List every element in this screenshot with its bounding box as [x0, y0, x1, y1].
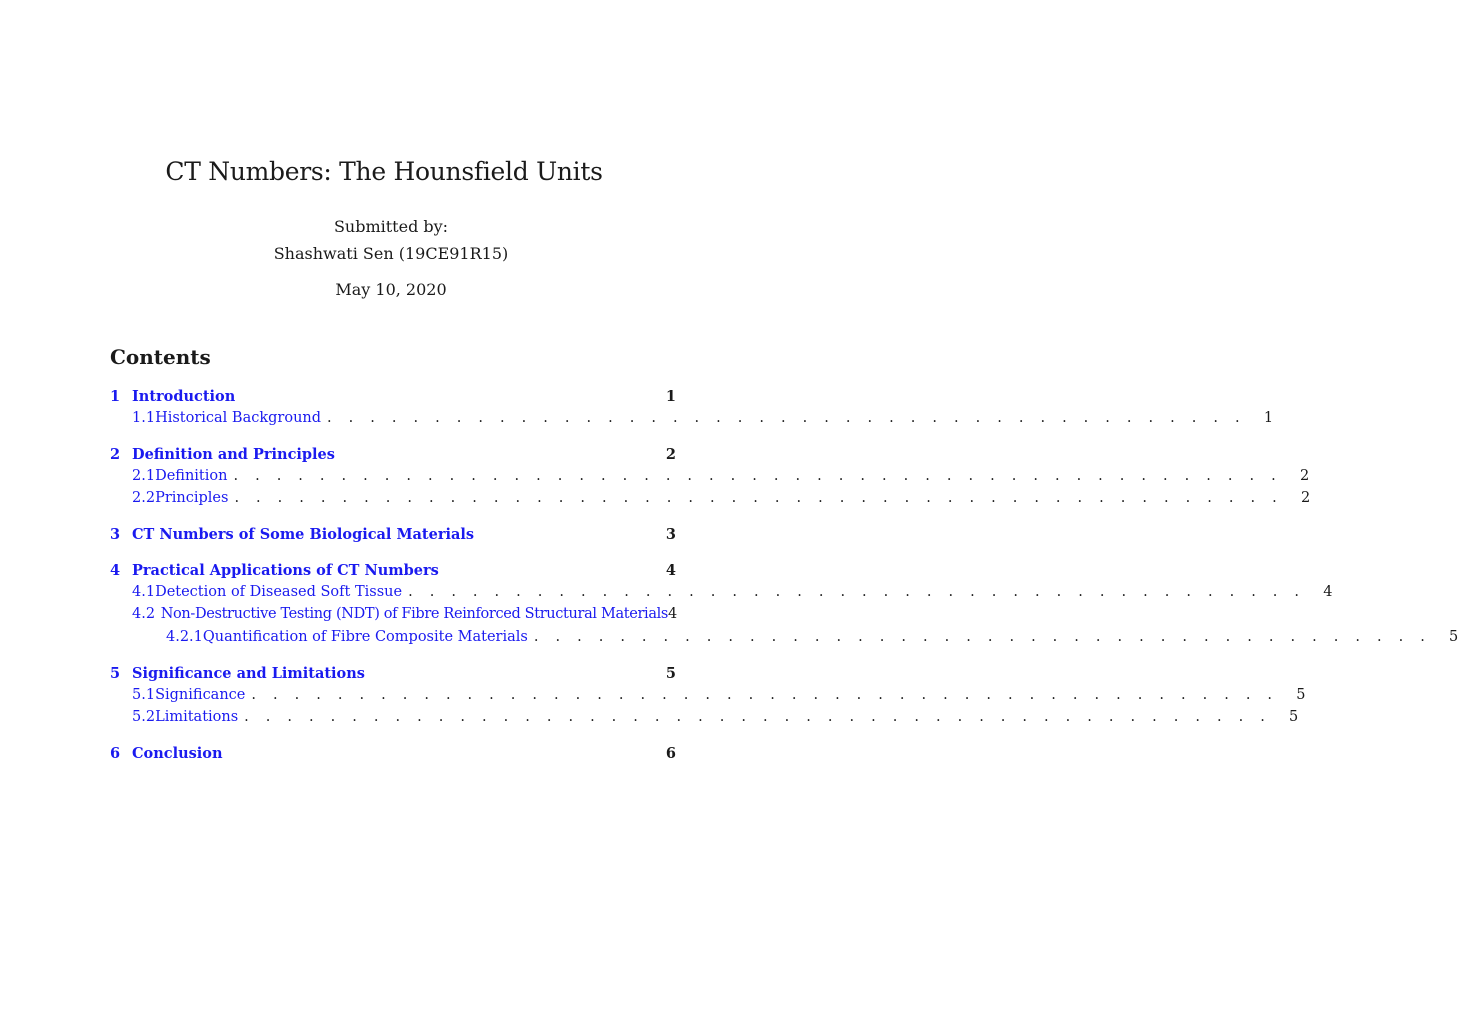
- toc-entry-ct-numbers-biological-materials[interactable]: [110, 526, 676, 546]
- toc-entry-page[interactable]: 1: [665, 388, 676, 405]
- toc-entry-label[interactable]: CT Numbers of Some Biological Materials: [132, 526, 475, 543]
- toc-entry-label[interactable]: Historical Background: [155, 410, 322, 426]
- toc-entry-ndt-fibre-reinforced[interactable]: [110, 606, 676, 626]
- toc-entry-number: 1: [110, 388, 121, 405]
- toc-entry-label[interactable]: Definition and Principles: [132, 446, 335, 463]
- toc-entry-label[interactable]: Quantification of Fibre Composite Materials: [202, 629, 528, 645]
- toc-entry-label[interactable]: Practical Applications of CT Numbers: [132, 562, 439, 579]
- toc-entry-number: 2: [110, 446, 121, 463]
- toc-dot-leader: . . . . . . . . . . . . . . . . . . . . . . . . . . . . . . . . . . . . . . . . . .: [533, 629, 1432, 645]
- contents-heading: Contents: [110, 345, 211, 369]
- submitted-by-label: Submitted by:: [333, 217, 449, 236]
- toc-entry-number: 2.2: [132, 490, 156, 506]
- toc-entry-number: 5: [110, 665, 121, 682]
- toc-entry-page[interactable]: 5: [1449, 629, 1458, 645]
- toc-entry-page[interactable]: 5: [1289, 709, 1299, 725]
- toc-entry-number: 3: [110, 526, 121, 543]
- toc-entry-label[interactable]: Conclusion: [132, 745, 223, 762]
- toc-entry-limitations[interactable]: [110, 709, 1299, 729]
- toc-entry-label[interactable]: Limitations: [155, 709, 239, 725]
- toc-dot-leader: . . . . . . . . . . . . . . . . . . . . . . . . . . . . . . . . . . . . . . . . . . . . . . . .: [244, 709, 1272, 725]
- toc-entry-page[interactable]: 5: [1296, 687, 1306, 703]
- toc-entry-label[interactable]: Principles: [155, 490, 229, 506]
- toc-entry-page[interactable]: 2: [1299, 468, 1310, 484]
- toc-entry-introduction[interactable]: [110, 388, 676, 408]
- toc-entry-number: 5.1: [132, 687, 156, 703]
- toc-dot-leader: . . . . . . . . . . . . . . . . . . . . . . . . . . . . . . . . . . . . . . . . . . . . . . . .: [251, 687, 1279, 703]
- toc-entry-number: 1.1: [132, 410, 156, 426]
- toc-entry-number: 4.2.1: [166, 629, 203, 645]
- toc-entry-page[interactable]: 5: [665, 665, 676, 682]
- toc-entry-page[interactable]: 2: [1300, 490, 1311, 506]
- toc-dot-leader: . . . . . . . . . . . . . . . . . . . . . . . . . . . . . . . . . . . . . . . . . . . . . . . . .: [234, 490, 1283, 506]
- toc-entry-practical-applications[interactable]: [110, 562, 676, 582]
- toc-entry-number: 2.1: [132, 468, 156, 484]
- toc-entry-significance[interactable]: [110, 687, 1306, 707]
- toc-dot-leader: . . . . . . . . . . . . . . . . . . . . . . . . . . . . . . . . . . . . . . . . . .: [408, 584, 1306, 600]
- document-date: May 10, 2020: [335, 280, 447, 299]
- toc-entry-label[interactable]: Non-Destructive Testing (NDT) of Fibre Reinforced Structural Materials: [160, 606, 668, 622]
- toc-entry-label[interactable]: Significance and Limitations: [132, 665, 365, 682]
- toc-dot-leader: . . . . . . . . . . . . . . . . . . . . . . . . . . . . . . . . . . . . . . . . . . . . . . . . .: [233, 468, 1282, 484]
- toc-entry-detection-diseased-soft-tissue[interactable]: [110, 584, 1333, 604]
- toc-entry-label[interactable]: Significance: [155, 687, 246, 703]
- toc-entry-number: 4: [110, 562, 121, 579]
- toc-entry-historical-background[interactable]: [110, 410, 1274, 430]
- author-name: Shashwati Sen (19CE91R15): [273, 244, 509, 263]
- toc-entry-definition[interactable]: [110, 468, 1310, 488]
- toc-entry-quantification-fibre-composite[interactable]: [110, 629, 1458, 649]
- toc-entry-significance-and-limitations[interactable]: [110, 665, 676, 685]
- toc-entry-label[interactable]: Introduction: [132, 388, 236, 405]
- document-title: CT Numbers: The Hounsfield Units: [165, 157, 603, 186]
- toc-entry-number: 4.1: [132, 584, 156, 600]
- toc-dot-leader: . . . . . . . . . . . . . . . . . . . . . . . . . . . . . . . . . . . . . . . . . . .: [327, 410, 1246, 426]
- toc-entry-page[interactable]: 3: [665, 526, 676, 543]
- toc-entry-definition-and-principles[interactable]: [110, 446, 676, 466]
- toc-entry-page[interactable]: 4: [668, 606, 678, 622]
- toc-entry-page[interactable]: 6: [665, 745, 676, 762]
- toc-entry-number: 4.2: [132, 606, 156, 622]
- toc-entry-page[interactable]: 1: [1263, 410, 1274, 426]
- toc-entry-number: 6: [110, 745, 121, 762]
- toc-entry-page[interactable]: 4: [665, 562, 676, 579]
- toc-entry-principles[interactable]: [110, 490, 1311, 510]
- toc-entry-label[interactable]: Definition: [155, 468, 228, 484]
- toc-entry-label[interactable]: Detection of Diseased Soft Tissue: [155, 584, 403, 600]
- toc-entry-number: 5.2: [132, 709, 156, 725]
- toc-entry-page[interactable]: 2: [665, 446, 676, 463]
- toc-entry-conclusion[interactable]: [110, 745, 676, 765]
- toc-entry-page[interactable]: 4: [1323, 584, 1333, 600]
